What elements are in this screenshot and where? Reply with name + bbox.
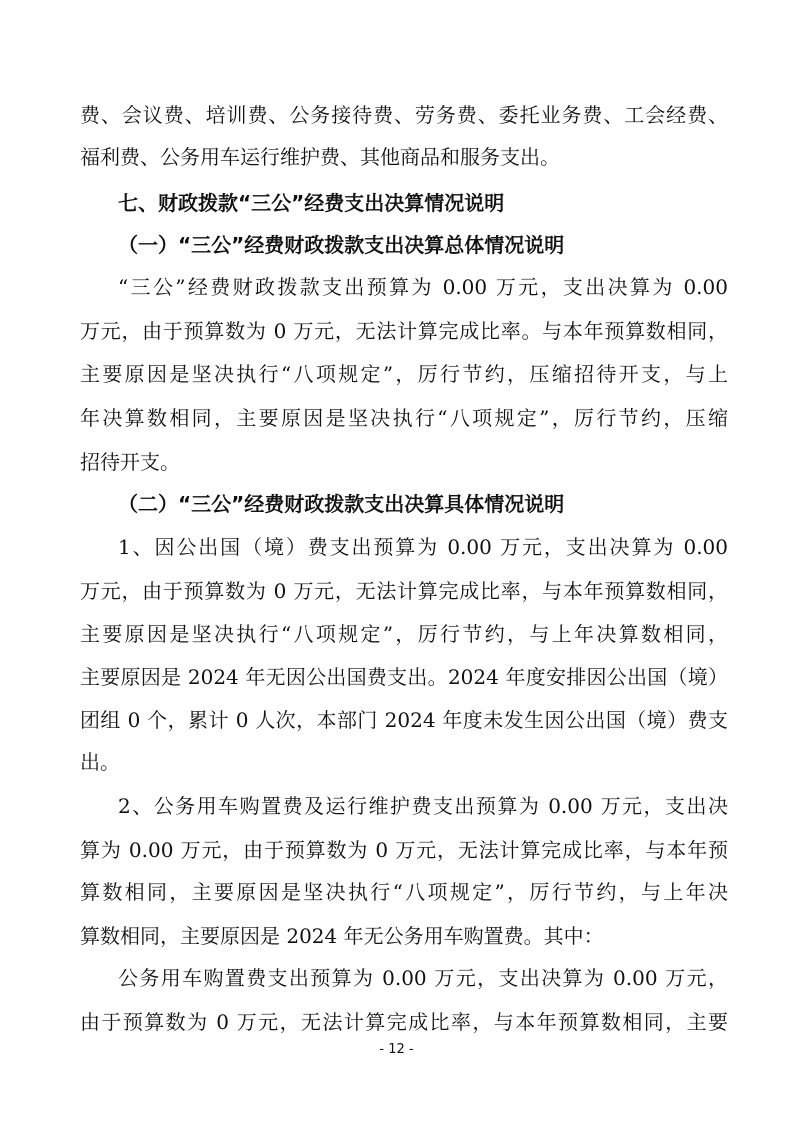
body-text-line: 招待开支。	[80, 450, 180, 474]
body-text-line: 算数相同，主要原因是 2024 年无公务用车购置费。其中：	[80, 924, 604, 948]
body-text-line: 1、因公出国（境）费支出预算为 0.00 万元，支出决算为 0.00	[118, 535, 728, 559]
body-text-line: 团组 0 个，累计 0 人次，本部门 2024 年度未发生因公出国（境）费支	[80, 708, 728, 732]
body-text-line: 主要原因是坚决执行“八项规定”，厉行节约，压缩招待开支，与上	[80, 362, 728, 386]
body-text-line: 出。	[80, 750, 120, 774]
body-text-line: 福利费、公务用车运行维护费、其他商品和服务支出。	[80, 145, 560, 169]
body-text-line: 万元，由于预算数为 0 万元，无法计算完成比率。与本年预算数相同，	[80, 319, 728, 343]
body-text-line: 万元，由于预算数为 0 万元，无法计算完成比率，与本年预算数相同，	[80, 579, 728, 603]
body-text-line: “三公”经费财政拨款支出预算为 0.00 万元，支出决算为 0.00	[118, 275, 728, 299]
body-text-line: 公务用车购置费支出预算为 0.00 万元，支出决算为 0.00 万元，	[118, 966, 728, 990]
section-heading: 七、财政拨款“三公”经费支出决算情况说明	[118, 191, 505, 215]
body-text-line: 费、会议费、培训费、公务接待费、劳务费、委托业务费、工会经费、	[80, 103, 728, 127]
body-text-line: 主要原因是坚决执行“八项规定”，厉行节约，与上年决算数相同，	[80, 622, 728, 646]
body-text-line: 由于预算数为 0 万元，无法计算完成比率，与本年预算数相同，主要	[80, 1010, 728, 1034]
body-text-line: 算为 0.00 万元，由于预算数为 0 万元，无法计算完成比率，与本年预	[80, 838, 728, 862]
body-text-line: 年决算数相同，主要原因是坚决执行“八项规定”，厉行节约，压缩	[80, 406, 728, 430]
subsection-heading: （一）“三公”经费财政拨款支出决算总体情况说明	[118, 233, 565, 257]
subsection-heading: （二）“三公”经费财政拨款支出决算具体情况说明	[118, 492, 565, 516]
body-text-line: 算数相同，主要原因是坚决执行“八项规定”，厉行节约，与上年决	[80, 880, 728, 904]
page-number: - 12 -	[379, 1042, 414, 1057]
body-text-line: 主要原因是 2024 年无因公出国费支出。2024 年度安排因公出国（境）	[80, 665, 728, 689]
body-text-line: 2、公务用车购置费及运行维护费支出预算为 0.00 万元，支出决	[118, 794, 728, 818]
